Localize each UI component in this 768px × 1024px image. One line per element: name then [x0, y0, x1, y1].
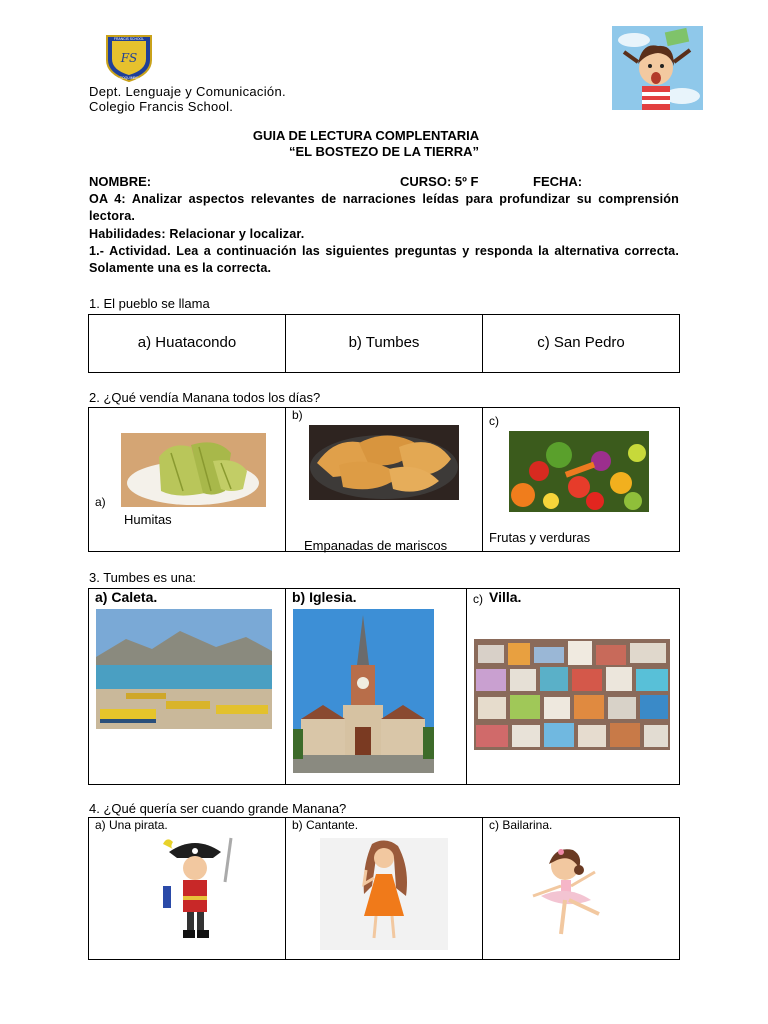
- empanadas-image: [309, 425, 459, 505]
- q4-option-a[interactable]: [89, 818, 286, 960]
- ballerina-image: [527, 844, 627, 957]
- humitas-image: [121, 433, 266, 512]
- name-label: NOMBRE:: [89, 174, 152, 189]
- q3-option-a-label: a) Caleta.: [95, 589, 158, 605]
- q3-option-b-label: b) Iglesia.: [292, 589, 357, 605]
- q1-option-b-label: b) Tumbes: [348, 334, 420, 351]
- department-info: [89, 84, 286, 114]
- reading-girl-illustration: [612, 26, 703, 110]
- q2-option-c-letter: c): [489, 414, 499, 428]
- learning-objective: OA 4: Analizar aspectos relevantes de narraciones leídas para profundizar su comprensión lectora.: [89, 192, 679, 223]
- guide-title: GUIA DE LECTURA COMPLENTARIA: [252, 128, 480, 143]
- q4-option-b[interactable]: [286, 818, 483, 960]
- skills-line: Habilidades: Relacionar y localizar.: [89, 227, 305, 241]
- question-2-options: [88, 407, 680, 552]
- q3-option-a[interactable]: [89, 589, 286, 785]
- q2-caption-c: Frutas y verduras: [489, 530, 591, 545]
- q3-option-b[interactable]: [286, 589, 467, 785]
- q2-caption-b: Empanadas de mariscos: [304, 538, 448, 553]
- q1-option-b[interactable]: [286, 315, 483, 373]
- svg-text:FRANCIS SCHOOL: FRANCIS SCHOOL: [113, 37, 145, 41]
- q1-option-a[interactable]: [89, 315, 286, 373]
- q4-option-c-label: c) Bailarina.: [489, 818, 553, 832]
- q4-option-b-label: b) Cantante.: [292, 818, 359, 832]
- dept-line-2: Colegio Francis School.: [89, 99, 234, 114]
- q4-option-c[interactable]: [483, 818, 680, 960]
- caleta-image: [96, 609, 272, 734]
- q2-option-c[interactable]: [483, 408, 680, 552]
- singer-image: [320, 838, 448, 955]
- question-1-options: [88, 314, 680, 373]
- question-3-options: [88, 588, 680, 785]
- course-label: CURSO: 5º F: [400, 174, 479, 189]
- question-1-prompt: 1. El pueblo se llama: [89, 296, 210, 311]
- q3-option-c-letter: c): [473, 592, 483, 606]
- question-4-prompt: 4. ¿Qué quería ser cuando grande Manana?: [89, 801, 347, 816]
- question-2-prompt: 2. ¿Qué vendía Manana todos los días?: [89, 390, 321, 405]
- question-3-prompt: 3. Tumbes es una:: [89, 570, 196, 585]
- fruits-vegetables-image: [509, 431, 649, 517]
- pirate-image: [161, 834, 237, 947]
- activity-instructions: 1.- Actividad. Lea a continuación las siguientes preguntas y responda la alternativa correcta. Solamente una es la correcta.: [89, 244, 679, 275]
- q1-option-a-label: a) Huatacondo: [137, 334, 237, 351]
- question-4-options: [88, 817, 680, 960]
- iglesia-image: [293, 609, 434, 778]
- date-label: FECHA:: [533, 174, 583, 189]
- q2-option-b-letter: b): [292, 408, 303, 422]
- q2-option-a-letter: a): [95, 495, 106, 509]
- q2-caption-a: Humitas: [124, 512, 172, 527]
- q1-option-c[interactable]: [483, 315, 680, 373]
- dept-line-1: Dept. Lenguaje y Comunicación.: [89, 84, 286, 99]
- book-title: “EL BOSTEZO DE LA TIERRA”: [289, 144, 479, 159]
- q2-option-b[interactable]: [286, 408, 483, 552]
- q4-option-a-label: a) Una pirata.: [95, 818, 168, 832]
- svg-text:FS: FS: [120, 51, 138, 65]
- school-logo: [104, 34, 154, 82]
- q3-option-c[interactable]: [467, 589, 680, 785]
- svg-text:COQUIMBO: COQUIMBO: [119, 76, 139, 80]
- q3-option-c-label: Villa.: [489, 589, 522, 605]
- q1-option-c-label: c) San Pedro: [537, 334, 625, 351]
- villa-image: [474, 639, 670, 755]
- q2-option-a[interactable]: [89, 408, 286, 552]
